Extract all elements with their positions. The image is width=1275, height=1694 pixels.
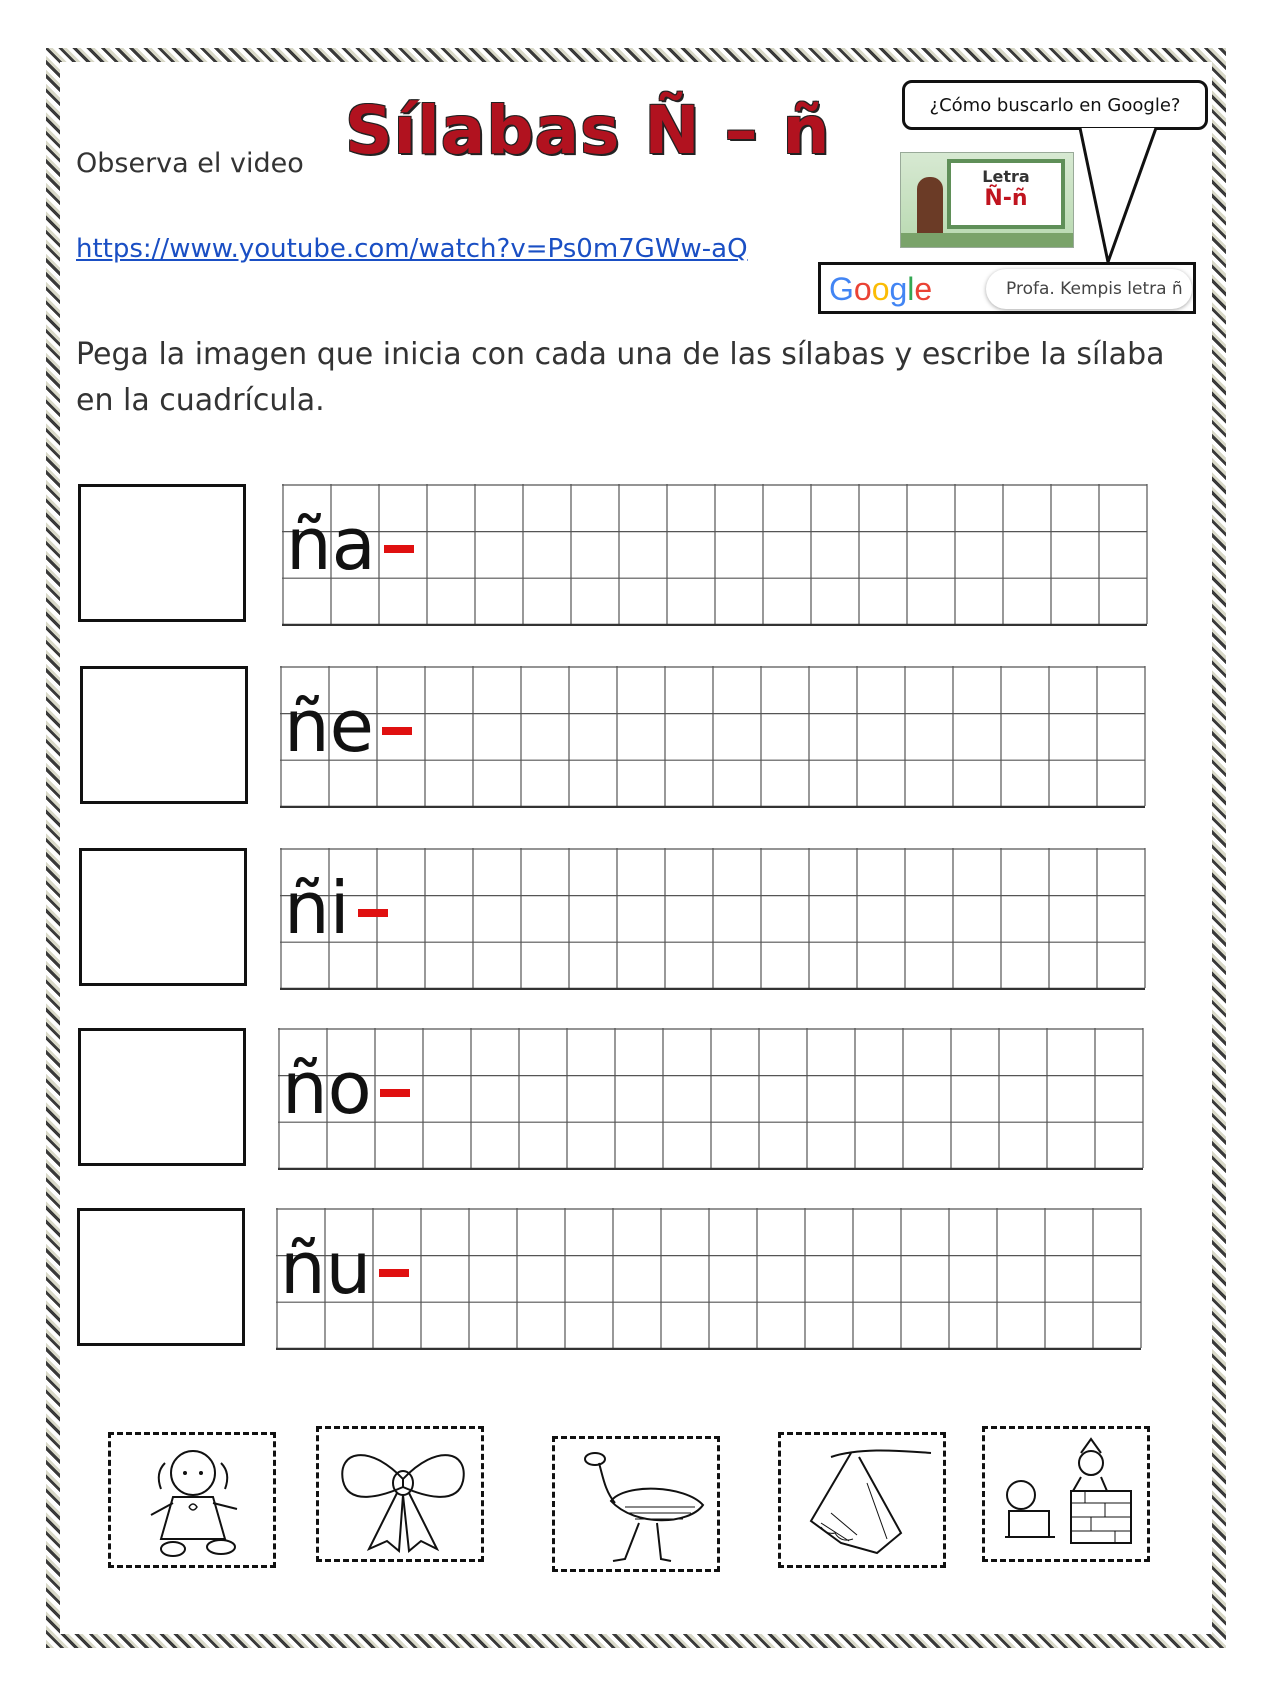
bow-icon — [329, 1437, 477, 1555]
picture-ostrich[interactable] — [552, 1436, 720, 1572]
syllable-ñi — [284, 866, 388, 950]
teacher-figure — [917, 177, 943, 241]
syllable-ña — [286, 502, 414, 586]
search-input[interactable]: Profa. Kempis letra ñ — [986, 269, 1192, 309]
speech-bubble: ¿Cómo buscarlo en Google? — [902, 80, 1208, 130]
syllable-ñu — [280, 1226, 409, 1310]
picture-paste-box[interactable] — [77, 1208, 245, 1346]
speech-bubble-pointer — [1070, 128, 1180, 268]
syllable-text: ñu — [280, 1226, 372, 1310]
ostrich-icon — [565, 1447, 713, 1565]
picture-bow[interactable] — [316, 1426, 484, 1562]
handkerchief-icon — [791, 1443, 939, 1561]
syllable-ñe — [284, 684, 412, 768]
picture-child-with-toys[interactable] — [982, 1426, 1150, 1562]
syllable-text: ña — [286, 502, 376, 586]
observe-label: Observa el video — [76, 148, 304, 179]
thumbnail-line2: Ñ-ñ — [984, 186, 1028, 211]
google-logo: Google — [829, 271, 933, 307]
red-dash — [380, 1089, 410, 1097]
doll-icon — [121, 1443, 269, 1561]
picture-paste-box[interactable] — [78, 1028, 246, 1166]
red-dash — [358, 909, 388, 917]
instructions: Pega la imagen que inicia con cada una de las sílabas y escribe la sílaba en la cuadrícula. — [76, 337, 1165, 418]
red-dash — [384, 545, 414, 553]
thumbnail-floor — [901, 233, 1073, 247]
picture-handkerchief[interactable] — [778, 1432, 946, 1568]
child-with-toys-icon — [995, 1437, 1143, 1555]
picture-paste-box[interactable] — [78, 484, 246, 622]
google-search-box — [818, 262, 1196, 314]
video-thumbnail[interactable] — [900, 152, 1074, 248]
picture-paste-box[interactable] — [79, 848, 247, 986]
writing-grid[interactable] — [280, 848, 1150, 988]
picture-doll[interactable] — [108, 1432, 276, 1568]
red-dash — [382, 727, 412, 735]
thumbnail-board — [947, 159, 1065, 229]
syllable-text: ñe — [284, 684, 374, 768]
syllable-text: ño — [282, 1046, 372, 1130]
picture-paste-box[interactable] — [80, 666, 248, 804]
syllable-ño — [282, 1046, 410, 1130]
syllable-text: ñi — [284, 866, 350, 950]
video-link[interactable]: https://www.youtube.com/watch?v=Ps0m7GWw-aQ — [76, 234, 748, 264]
thumbnail-line1: Letra — [982, 167, 1030, 186]
page-title: Sílabas Ñ – ñ — [345, 92, 831, 169]
red-dash — [379, 1269, 409, 1277]
